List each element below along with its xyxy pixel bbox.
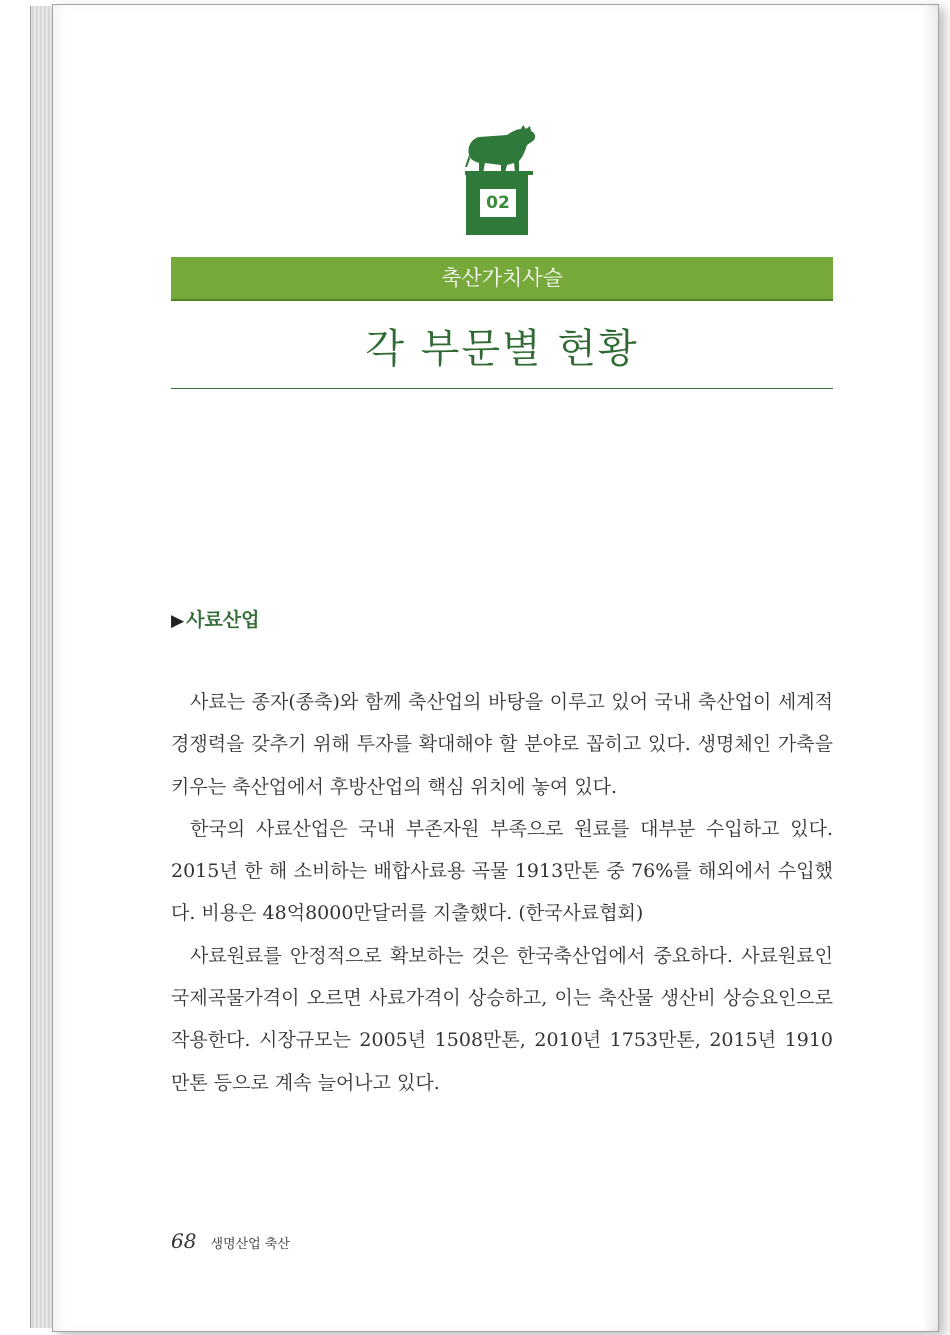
body-text bbox=[171, 681, 833, 1104]
section-heading-text: 사료산업 bbox=[186, 609, 260, 631]
paragraph: 사료는 종자(종축)와 함께 축산업의 바탕을 이루고 있어 국내 축산업이 세계적 경쟁력을 갖추기 위해 투자를 확대해야 할 분야로 꼽히고 있다. 생명체인 가축을 키우는 축산업에서 후방산업의 핵심 위치에 놓여 있다. bbox=[171, 691, 833, 798]
book-page bbox=[52, 4, 939, 1332]
running-title: 생명산업 축산 bbox=[210, 1237, 290, 1252]
title-divider bbox=[171, 388, 833, 389]
page-footer bbox=[171, 1229, 290, 1253]
paragraph: 한국의 사료산업은 국내 부존자원 부족으로 원료를 대부분 수입하고 있다. 2015년 한 해 소비하는 배합사료용 곡물 1913만톤 중 76%를 해외에서 수입했다. 비용은 48억8000만달러를 지출했다. (한국사료협회) bbox=[171, 817, 833, 925]
paragraph: 사료원료를 안정적으로 확보하는 것은 한국축산업에서 중요하다. 사료원료인 국제곡물가격이 오르면 사료가격이 상승하고, 이는 축산물 생산비 상승요인으로 작용한다. 시장규모는 2005년 1508만톤, 2010년 1753만톤, 2015년 1910만톤 등으로 계속 늘어나고 있다. bbox=[171, 944, 833, 1094]
chapter-category-band: 축산가치사슬 bbox=[171, 257, 833, 301]
triangle-marker-icon: ▶ bbox=[171, 611, 185, 631]
page-number: 68 bbox=[171, 1229, 197, 1253]
chapter-number: 02 bbox=[479, 188, 517, 218]
chapter-title: 각 부문별 현황 bbox=[365, 326, 639, 372]
section-heading bbox=[171, 605, 260, 632]
